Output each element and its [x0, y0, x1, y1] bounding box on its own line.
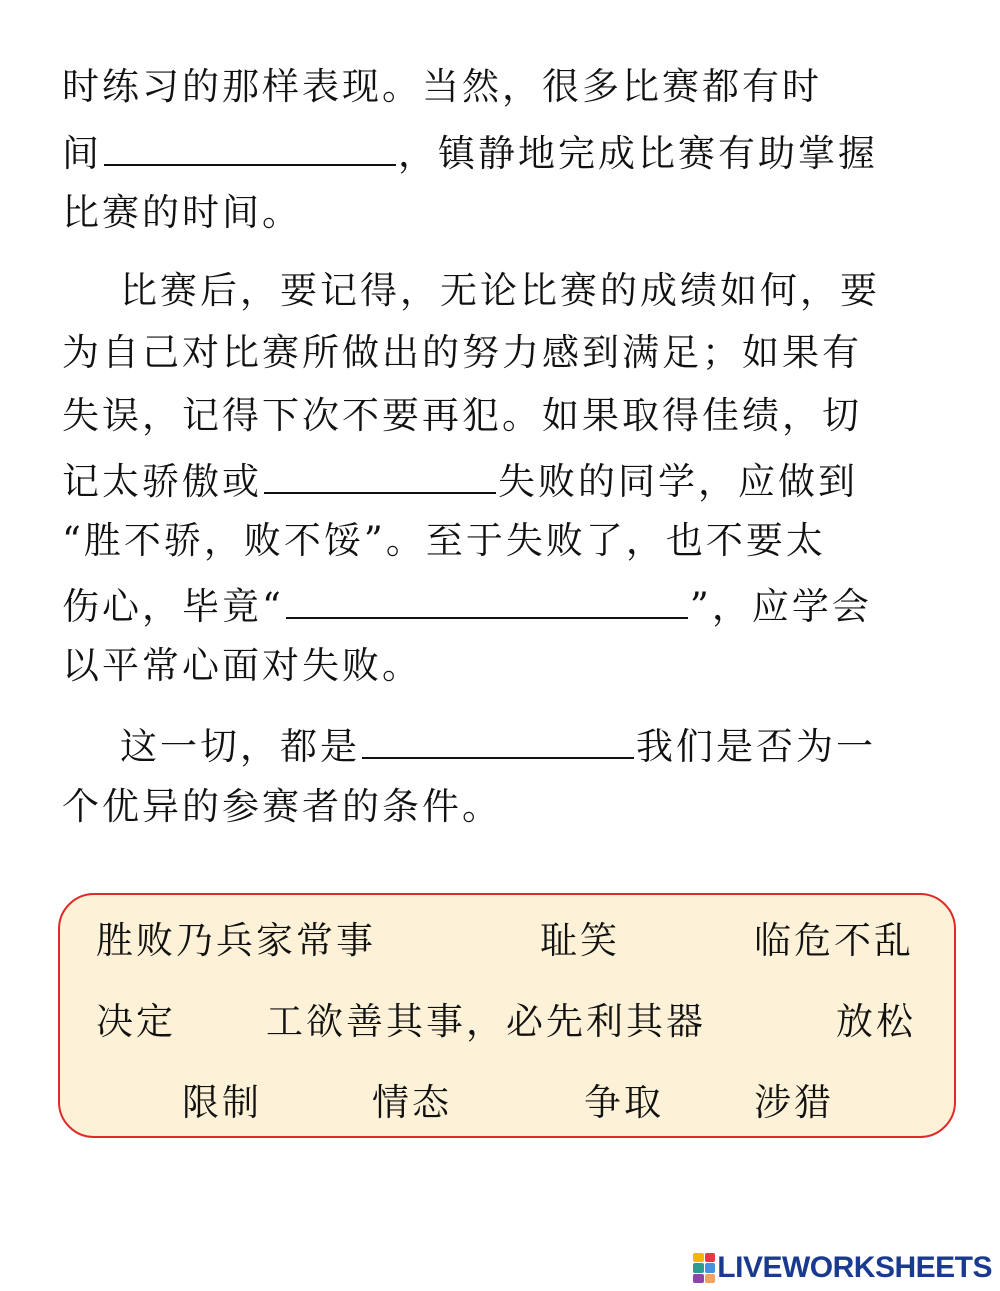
- passage-text: 伤心，毕竟“: [62, 585, 284, 628]
- blank-1[interactable]: [104, 126, 396, 166]
- blank-4[interactable]: [362, 719, 634, 759]
- blank-2[interactable]: [264, 454, 496, 494]
- word-option: 情态: [372, 1081, 452, 1124]
- passage-line-5: 为自己对比赛所做出的努力感到满足；如果有: [62, 331, 862, 374]
- word-option: 决定: [96, 1000, 176, 1043]
- word-option: 耻笑: [540, 919, 620, 962]
- passage-line-12: 个优异的参赛者的条件。: [62, 785, 502, 828]
- passage-text: ”，应学会: [689, 585, 872, 628]
- word-option: 争取: [584, 1081, 664, 1124]
- passage-line-7: [62, 454, 858, 504]
- passage-text: 我们是否为一: [636, 725, 876, 768]
- word-option: 工欲善其事，必先利其器: [266, 1000, 706, 1043]
- blank-3[interactable]: [286, 579, 688, 619]
- passage-line-11: [120, 719, 876, 769]
- passage-text: 失败的同学，应做到: [498, 460, 858, 503]
- brand-name: LIVEWORKSHEETS: [717, 1251, 992, 1284]
- passage-text: 记太骄傲或: [62, 460, 262, 503]
- passage-line-1: 时练习的那样表现。当然，很多比赛都有时: [62, 65, 822, 108]
- word-bank: [58, 893, 956, 1138]
- passage-line-9: [62, 579, 872, 629]
- word-option: 涉猎: [754, 1081, 834, 1124]
- passage-line-6: 失误，记得下次不要再犯。如果取得佳绩，切: [62, 394, 862, 437]
- passage-line-8: “胜不骄，败不馁”。至于失败了，也不要太: [62, 519, 826, 562]
- passage-line-4: 比赛后，要记得，无论比赛的成绩如何，要: [120, 269, 880, 312]
- liveworksheets-logo-icon: [693, 1253, 715, 1283]
- passage-text: 间: [62, 132, 102, 175]
- passage-line-2: [62, 126, 878, 176]
- passage-text: ，镇静地完成比赛有助掌握: [398, 132, 878, 175]
- brand-watermark: [693, 1251, 992, 1285]
- passage-text: 这一切，都是: [120, 725, 360, 768]
- word-option: 临危不乱: [754, 919, 914, 962]
- word-option: 胜败乃兵家常事: [96, 919, 376, 962]
- word-option: 放松: [836, 1000, 916, 1043]
- passage-line-3: 比赛的时间。: [62, 191, 302, 234]
- passage-line-10: 以平常心面对失败。: [62, 644, 422, 687]
- word-option: 限制: [182, 1081, 262, 1124]
